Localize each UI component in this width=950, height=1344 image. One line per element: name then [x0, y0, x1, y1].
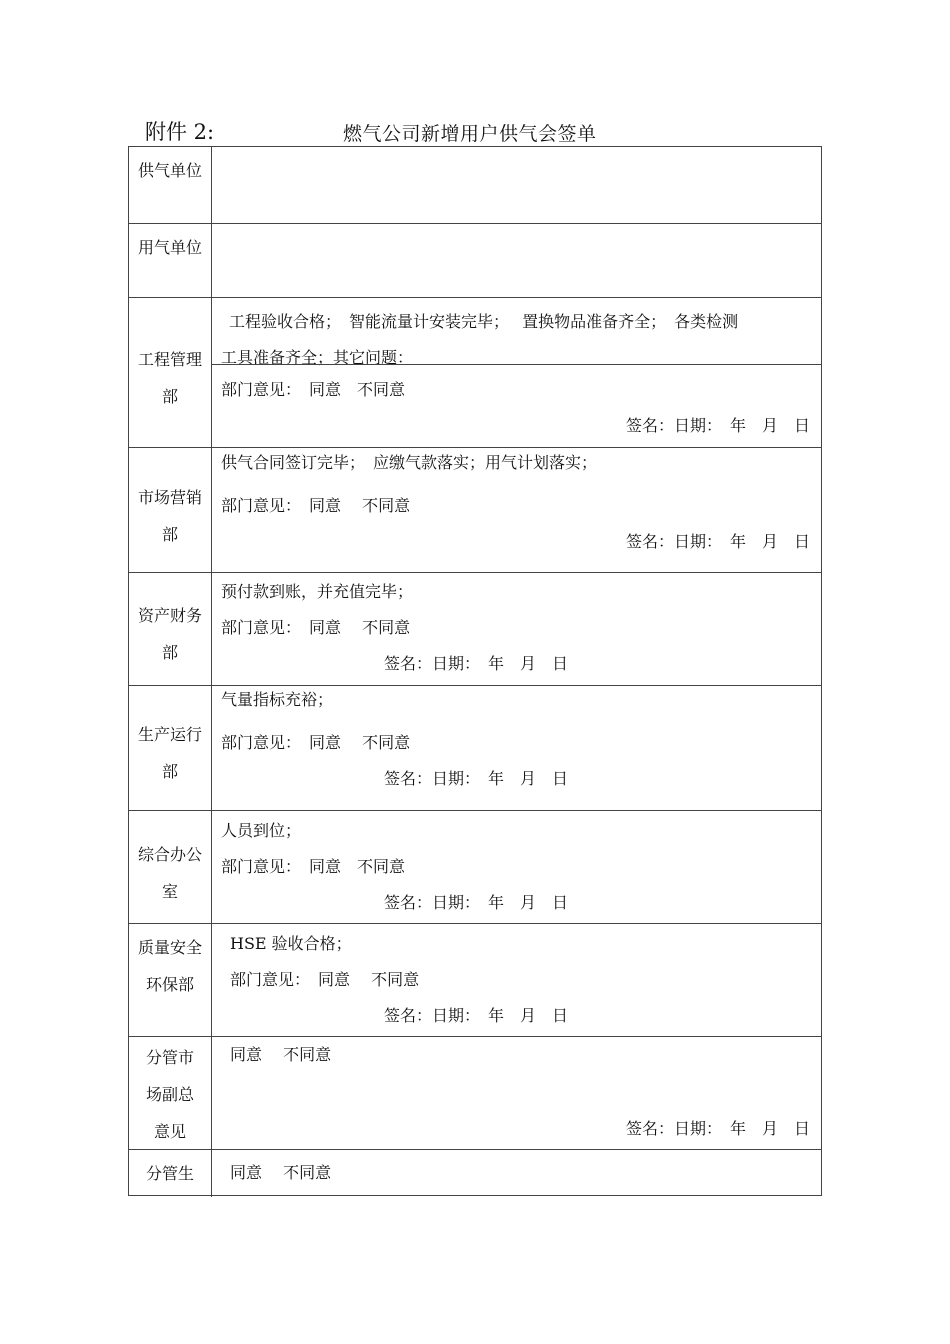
finance-checklist: 预付款到账，并充值完毕； — [221, 582, 414, 601]
vp-market-signature: 签名：日期： 年 月 日 — [625, 1119, 810, 1138]
row-vp-market — [129, 1036, 821, 1150]
production-checklist: 气量指标充裕； — [221, 690, 334, 709]
office-label-line2: 室 — [161, 882, 178, 901]
engineering-signature: 签名：日期： 年 月 日 — [625, 416, 810, 435]
marketing-signature: 签名：日期： 年 月 日 — [625, 532, 810, 551]
marketing-opinion: 部门意见： 同意 不同意 — [221, 496, 411, 515]
production-label-line1: 生产运行 — [137, 725, 202, 744]
office-opinion: 部门意见： 同意 不同意 — [221, 857, 406, 876]
row-finance — [129, 572, 821, 686]
hse-opinion: 部门意见： 同意 不同意 — [230, 970, 420, 989]
vp-market-opinion: 同意 不同意 — [230, 1045, 332, 1064]
vp-market-label-line3: 意见 — [153, 1122, 186, 1141]
engineering-checklist-line2: 工具准备齐全；其它问题： — [221, 348, 414, 367]
vp-production-opinion: 同意 不同意 — [230, 1163, 332, 1182]
row-office — [129, 810, 821, 924]
consumer-value-field[interactable] — [219, 230, 809, 290]
hse-label-line1: 质量安全 — [137, 938, 202, 957]
consumer-label: 用气单位 — [137, 238, 202, 257]
office-signature: 签名：日期： 年 月 日 — [384, 893, 569, 912]
engineering-label-line2: 部 — [161, 387, 178, 406]
office-checklist: 人员到位； — [221, 821, 302, 840]
production-label-line2: 部 — [161, 762, 178, 781]
engineering-label-line1: 工程管理 — [137, 350, 202, 369]
row-vp-production — [129, 1149, 821, 1197]
row-engineering — [129, 297, 821, 448]
form-title: 燃气公司新增用户供气会签单 — [343, 123, 597, 145]
hse-label-line2: 环保部 — [145, 975, 194, 994]
marketing-label-line2: 部 — [161, 525, 178, 544]
supplier-value-field[interactable] — [219, 153, 809, 213]
finance-label-line2: 部 — [161, 643, 178, 662]
vp-market-label-line1: 分管市 — [145, 1048, 194, 1067]
engineering-opinion: 部门意见： 同意 不同意 — [221, 380, 406, 399]
marketing-checklist: 供气合同签订完毕； 应缴气款落实；用气计划落实； — [221, 453, 598, 472]
row-marketing — [129, 447, 821, 573]
finance-signature: 签名：日期： 年 月 日 — [384, 654, 569, 673]
office-label-line1: 综合办公 — [137, 845, 202, 864]
supplier-label: 供气单位 — [137, 161, 202, 180]
vp-production-label-line1: 分管生 — [145, 1164, 194, 1183]
marketing-label-line1: 市场营销 — [137, 488, 202, 507]
production-signature: 签名：日期： 年 月 日 — [384, 769, 569, 788]
attachment-label: 附件 2: — [145, 120, 215, 144]
finance-label-line1: 资产财务 — [137, 606, 202, 625]
row-production — [129, 685, 821, 811]
row-hse — [129, 923, 821, 1037]
row-supplier — [129, 147, 821, 223]
production-opinion: 部门意见： 同意 不同意 — [221, 733, 411, 752]
engineering-checklist-line1: 工程验收合格； 智能流量计安装完毕； 置换物品准备齐全； 各类检测 — [229, 312, 739, 331]
vp-market-label-line2: 场副总 — [145, 1085, 194, 1104]
finance-opinion: 部门意见： 同意 不同意 — [221, 618, 411, 637]
row-consumer — [129, 223, 821, 298]
countersign-form — [128, 146, 822, 1196]
hse-checklist: HSE 验收合格； — [230, 934, 352, 953]
hse-signature: 签名：日期： 年 月 日 — [384, 1006, 569, 1025]
